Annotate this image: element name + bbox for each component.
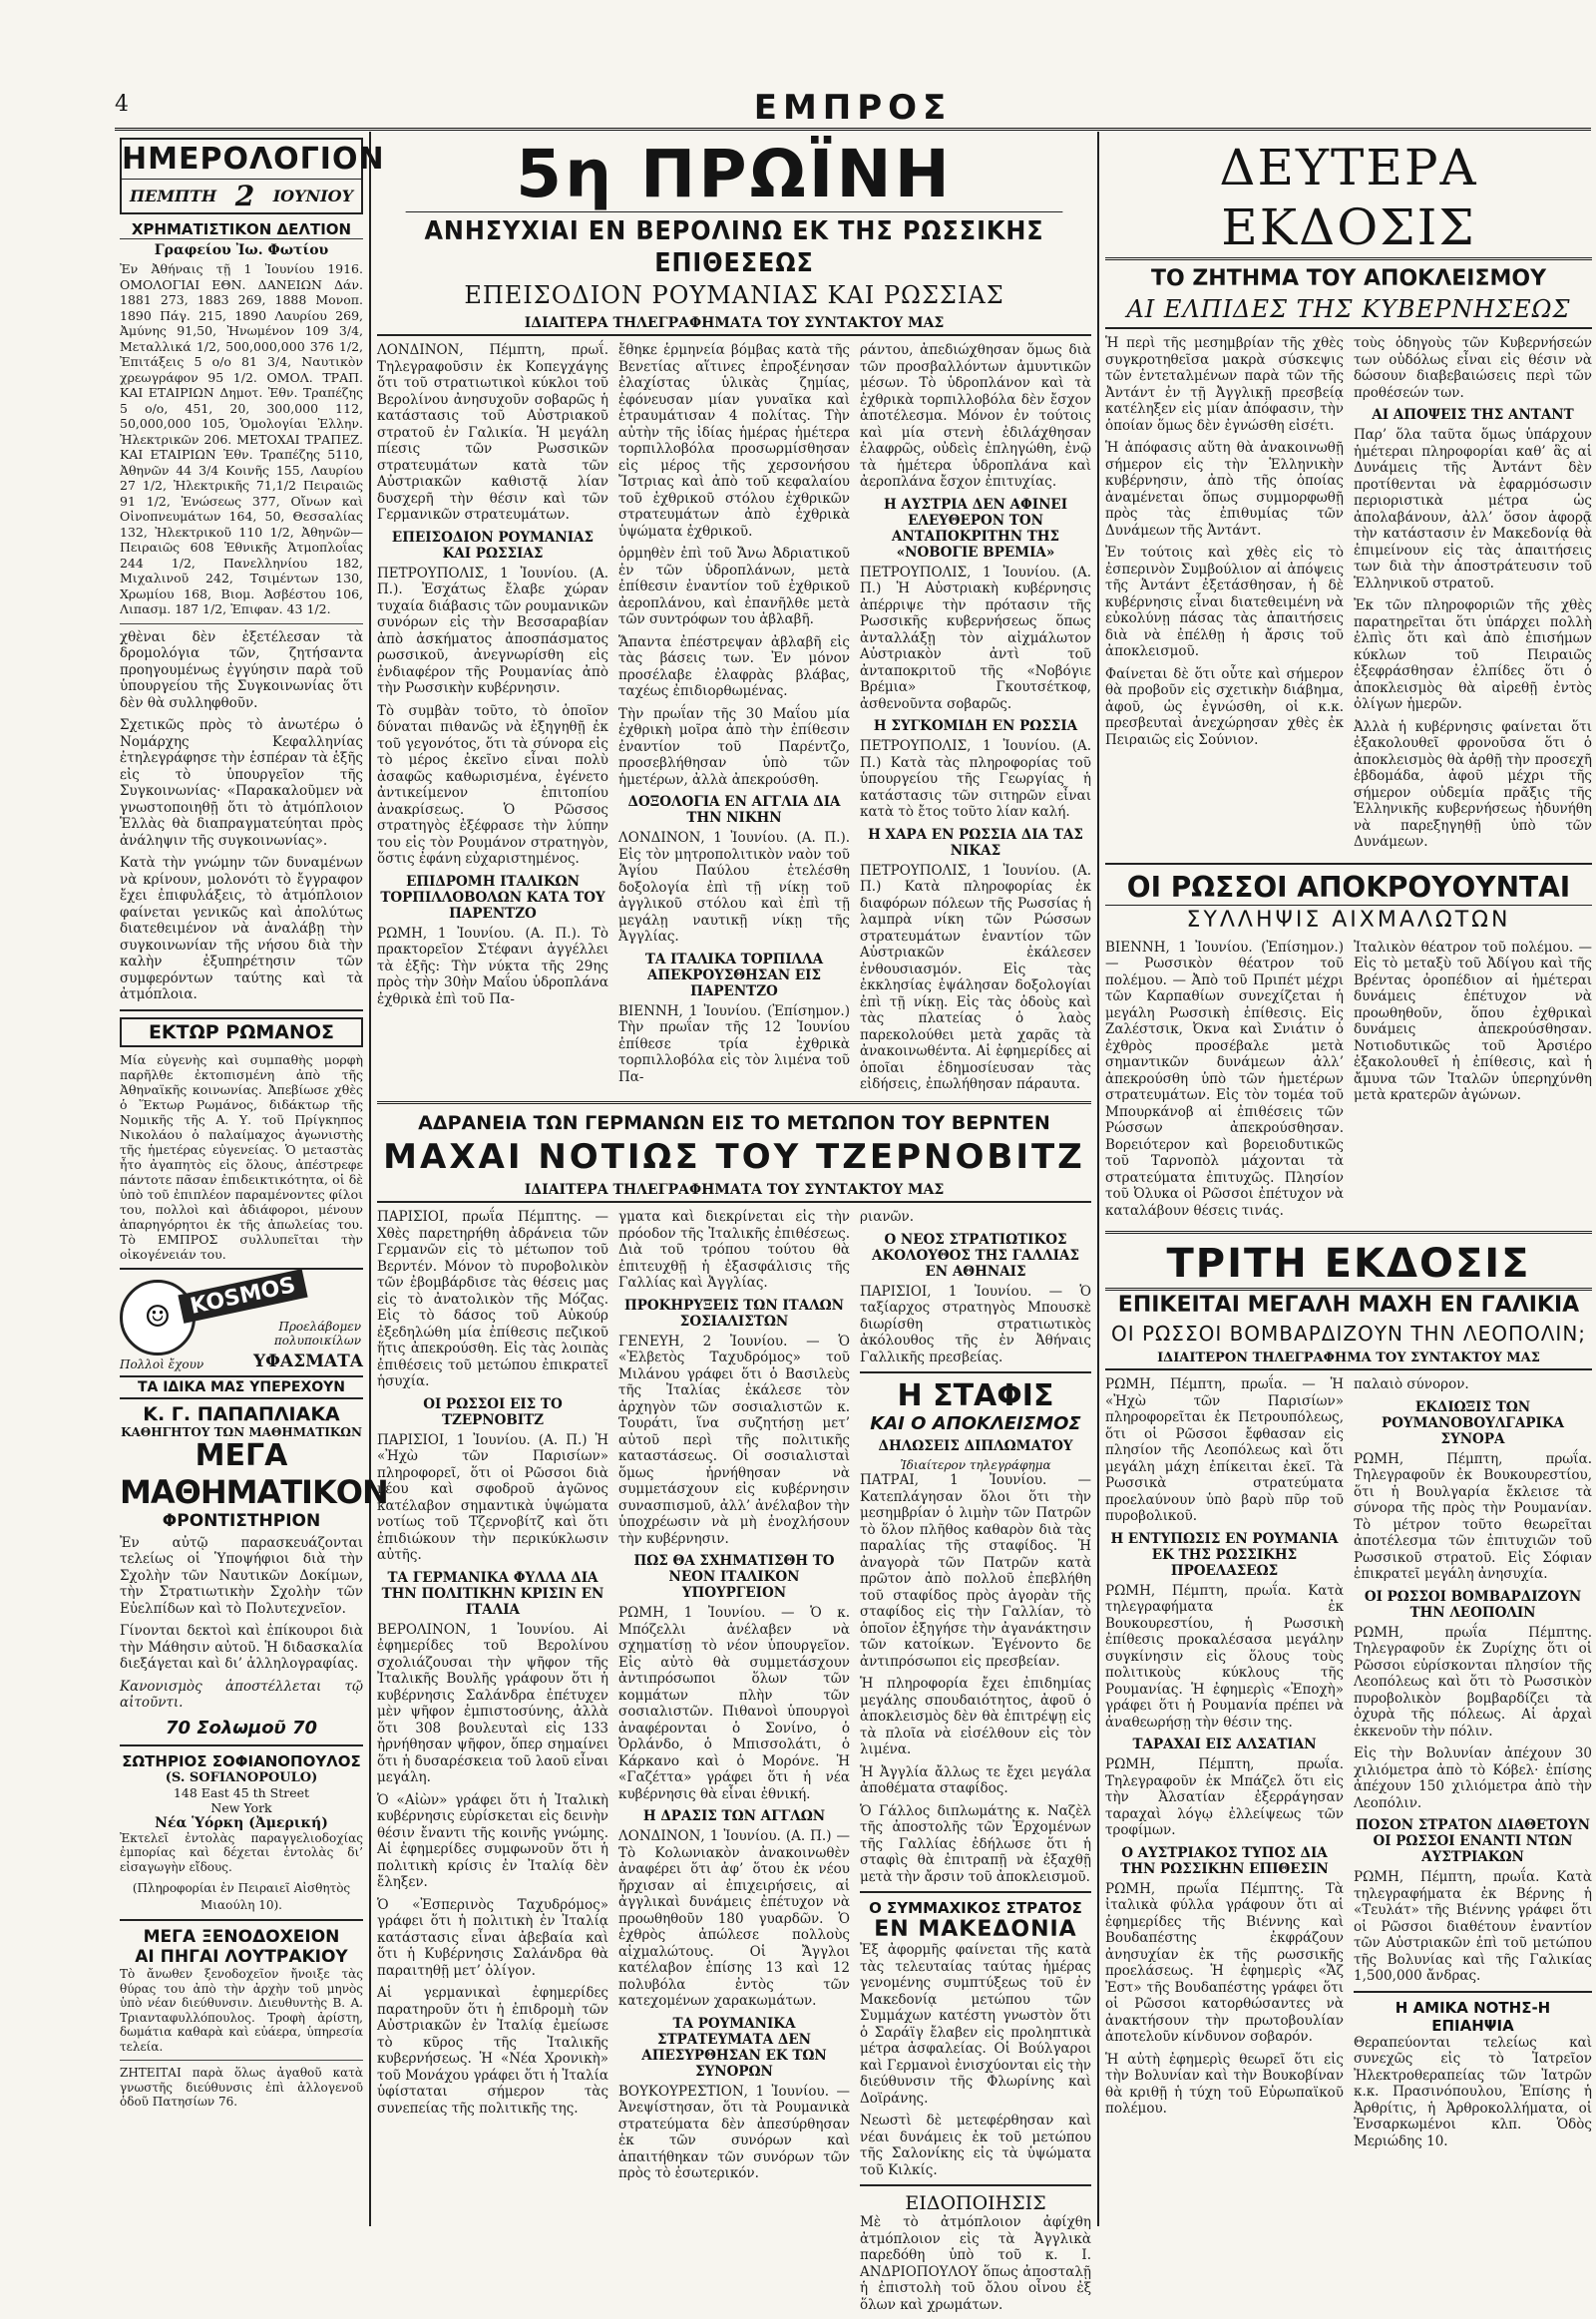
morning-p2: ἔθηκε ἑρμηνεία βόμβας κατὰ τῆς Βενετίας αἵτινες ἐπροξένησαν ἐλαχίστας ὑλικὰς ζημίας, ἐφόνευσαν μίαν γυναῖκα καὶ ἐτραυμάτισαν 4 πολίτας. Τὴν αὐτὴν τῆς ἰδίας ἡμέρας ἡμέτερα τορπιλλοβόλα προσωρμίσθησαν εἰς μέρος τῆς χερσονήσου Ἴστριας καὶ ἀπὸ τοῦ κεφαλαίου τοῦ ἐχθρικοῦ στόλου ἐχθρικῶν στρατευμάτων ἀπὸ ἐχθρικὰ ὑψώματα ἐχθρικοῦ.: [618, 342, 850, 540]
center-b5: ΒΟΥΚΟΥΡΕΣΤΙΟΝ, 1 Ἰουνίου. — Ἀνεψίστησαν, ὅτι τὰ Ρουμανικὰ στρατεύματα δὲν ἀπεσύρθησαν ἐκ τῶν συνόρων καὶ ἀπαιτήθηκαν τῶν συνόρων τῶν πρὸς τὸ ἐσωτερικόν.: [618, 2083, 850, 2181]
blockade-ant: Παρ’ ὅλα ταῦτα ὅμως ὑπάρχουν ἡμέτεραι πληροφορίαι καθ’ ἃς αἱ Δυνάμεις τῆς Ἀντάντ δὲν προτίθενται νὰ ἐφαρμόσωσιν περιοριστικὰ μέτρα ὡς ἀπολαβάνουν, ἀλλ’ ὅσον ἀφορᾷ τὴν κατάστασιν ἐν Μακεδονίᾳ θὰ ἐπιμείνουν εἰς τὰς ἀπαιτήσεις των διὰ τὴν ἀποστράτευσιν τοῦ Ἑλληνικοῦ στρατοῦ.: [1354, 427, 1592, 591]
center-sub-english: Η ΔΡΑΣΙΣ ΤΩΝ ΑΓΓΛΩΝ: [642, 1808, 826, 1824]
sub-doxologia: ΔΟΞΟΛΟΓΙΑ ΕΝ ΑΓΓΛΙΑ ΔΙΑ ΤΗΝ ΝΙΚΗΝ: [627, 794, 841, 826]
center-col-c: [860, 1209, 1091, 2319]
blockade-col-a: [1105, 335, 1344, 857]
papapliaka-ad: [120, 1402, 388, 1531]
galicia-c2-4: Εἰς τὴν Βολυνίαν ἀπέχουν 30 χιλιόμετρα ἀπὸ τὸ Κόβελ· ἐπίσης ἀπέχουν 150 χιλιόμετρα ἀπὸ τὴν Λεοπόλιν.: [1354, 1745, 1592, 1811]
sofi-address: 148 East 45 th Street: [173, 1784, 310, 1800]
galicia-col-a: [1105, 1376, 1344, 2155]
center-c2: ΠΑΡΙΣΙΟΙ, 1 Ἰουνίου. — Ὁ ταξίαρχος στρατηγὸς Μπουσκὲ διωρίσθη στρατιωτικὸς ἀκόλουθος τῆς ἐν Ἀθήναις Γαλλικῆς πρεσβείας.: [860, 1283, 1091, 1365]
morning-mid: ὁρμηθὲν ἐπὶ τοῦ Ἄνω Ἀδριατικοῦ ἐν τῶν ὑδροπλάνων, μετὰ ἐπίθεσιν ἐναντίον τοῦ ἐχθρικοῦ ἀεροπλάνου, καὶ ἐπανῆλθε μετὰ τῶν συντρόφων του ἀβλαβῆ.: [618, 546, 850, 627]
galicia-sub3: Ο ΑΥΣΤΡΙΑΚΟΣ ΤΥΠΟΣ ΔΙΑ ΤΗΝ ΡΩΣΣΙΚΗΝ ΕΠΙΘΕΣΙΝ: [1120, 1844, 1329, 1877]
center-sub-cabinet: ΠΩΣ ΘΑ ΣΧΗΜΑΤΙΣΘΗ ΤΟ ΝΕΟΝ ΙΤΑΛΙΚΟΝ ΥΠΟΥΡΓΕΙΟΝ: [633, 1553, 835, 1601]
blockade-col-b: [1354, 335, 1592, 857]
page-header: [115, 88, 1591, 131]
headline-berlin: ΑΝΗΣΥΧΙΑΙ ΕΝ ΒΕΡΟΛΙΝΩ ΕΚ ΤΗΣ ΡΩΣΣΙΚΗΣ ΕΠΙΘΕΣΕΩΣ: [406, 211, 1063, 279]
galicia-c2-3: ΡΩΜΗ, πρωΐα Πέμπτης. Τηλεγραφοῦν ἐκ Ζυρίχης ὅτι οἱ Ρῶσσοι εὑρίσκονται πλησίον τῆς Λεοπόλεως καὶ ὅτι τὸ Ρωσσικὸν πυροβολικὸν βομβαρδίζει τὰ ὀχυρὰ τῆς πόλεως. Αἱ ἀρχαὶ ἐκκενοῦν τὴν πόλιν.: [1354, 1624, 1592, 1739]
blockade-p3: Ἐν τούτοις καὶ χθὲς εἰς τὸ ἐσπερινὸν Συμβούλιον αἱ ἀπόψεις τῆς Ἀντάντ ἐξετάσθησαν, ἡ δὲ κυβέρνησις εἶναι διατεθειμένη νὰ εὐκολύνῃ πάσας τὰς ἀπαιτήσεις διὰ νὰ ἐπέλθῃ ἡ ἄρσις τοῦ ἀποκλεισμοῦ.: [1105, 545, 1344, 659]
center-c5: Ἡ Ἀγγλία ἄλλως τε ἔχει μεγάλα ἀποθέματα σταφίδος.: [860, 1763, 1091, 1796]
headline-prisoners: ΣΥΛΛΗΨΙΣ ΑΙΧΜΑΛΩΤΩΝ: [1186, 907, 1511, 933]
papa-big3: ΦΡΟΝΤΙΣΤΗΡΙΟΝ: [162, 1510, 321, 1531]
center-c7: Ἐξ ἀφορμῆς φαίνεται τῆς κατὰ τὰς τελευταίας ταύτας ἡμέρας γενομένης συμπτύξεως τοῦ ἐν Μακεδονίᾳ μετώπου τῶν Συμμάχων κατέστη γνωστὸν ὅτι ὁ Σαράϊγ ἔλαβεν εἰς προληπτικὰ μέτρα ἀσφαλείας. Οἱ Βούλγαροι καὶ Γερμανοὶ ἐνισχύονται εἰς τὴν διεύθυνσιν τῆς Φλωρίνης καὶ Δοϊράνης.: [860, 1942, 1091, 2107]
left-column: [120, 138, 388, 2232]
center-c6: Ὁ Γάλλος διπλωμάτης κ. Ναζὲλ τῆς ἀποστολῆς τῶν Ἐρχομένων τῆς Γαλλίας ἐδήλωσε ὅτι ἡ σταφὶς θὰ ἐπιτραπῇ νὰ ἐξαχθῇ μετὰ τὴν ἄρσιν τοῦ ἀποκλεισμοῦ.: [860, 1802, 1091, 1885]
kosmos-logo: KOSMOS: [178, 1269, 307, 1324]
page-number: 4: [115, 92, 129, 117]
galicia-c2-sub4: Η ΑΜΙΚΑ ΝΟΤΗΣ-Η ΕΠΙΑΗΨΙΑ: [1395, 1998, 1551, 2035]
center-c3: ΠΑΤΡΑΙ, 1 Ἰουνίου. — Κατεπλάγησαν ὅλοι ὅτι τὴν μεσημβρίαν ὁ λιμὴν τῶν Πατρῶν τὸ ὅλον πλῆθος καθαρὸν διὰ τὰς παραλίας τῆς σταφίδος. Ἡ ἀναγορὰ τῶν Πατρῶν κατὰ πρῶτον ἀπὸ πολλοῦ ἐπεβλήθη τοῦ σταφίδος πρὸς ἀγορὰν τῆς σταφίδος εἰς τὴν Γαλλίαν, τὸ ὁποῖον ἐξηγήσε τὴν ἀγανάκτησιν τῶν κατοίκων. Ἐγένοντο δε ἀντιπρόσωποι εἰς πρεσβείαν.: [860, 1472, 1091, 1670]
papa-big1: ΜΕΓΑ: [195, 1437, 288, 1473]
kosmos-ours: ΤΑ ΙΔΙΚΑ ΜΑΣ ΥΠΕΡΕΧΟΥΝ: [120, 1375, 363, 1399]
blockade-p7: τοὺς ὁδηγοὺς τῶν Κυβερνήσεών των οὐδόλως εἶναι εἰς θέσιν νὰ δώσουν διαβεβαιώσεις περὶ τῶν προθέσεών των.: [1354, 335, 1592, 401]
morning-joy: ΠΕΤΡΟΥΠΟΛΙΣ, 1 Ἰουνίου. (Α. Π.) Κατὰ πληροφορίας ἐκ διαφόρων πόλεων τῆς Ρωσσίας ἡ λαμπρὰ νίκη τῶν Ρώσσων στρατευμάτων ἐναντίον τῶν Αὐστριακῶν ἐκάλεσεν ἐνθουσιασμόν. Εἰς τὰς ἐκκλησίας ἐψάλησαν δοξολογίαι ἐπὶ τῇ νίκῃ. Εἰς τὰς ὁδοὺς καὶ τὰς πλατείας ὁ λαὸς παρεκολούθει μετὰ χαρᾶς τὰ ἀνακοινωθέντα. Αἱ ἐφημερίδες αἱ ὁποῖαι ἐδημοσίευσαν τὰς εἰδήσεις, ἐπωλήθησαν πάραυτα.: [860, 862, 1091, 1092]
obituary-title: ΕΚΤΩΡ ΡΩΜΑΝΟΣ: [120, 1017, 363, 1047]
galicia-g4: ΡΩΜΗ, πρωΐα Πέμπτης. Τὰ ἰταλικὰ φύλλα γράφουν ὅτι αἱ ἐφημερίδες τῆς Βιέννης καὶ Βουδαπέστης ἐκφράζουν ἀνησυχίαν ἐκ τῆς ρωσσικῆς προελάσεως. Ἡ ἐφημερὶς «Ἄζ Ἐστ» τῆς Βουδαπέστης γράφει ὅτι οἱ Ρῶσσοι κατορθώσαντες νὰ ἀνακτήσουν τὴν πρωτοβουλίαν ἀποτελοῦν κίνδυνον σοβαρόν.: [1105, 1880, 1344, 2045]
market-text: Ἐν Ἀθήναις τῇ 1 Ἰουνίου 1916. ΟΜΟΛΟΓΙΑΙ ΕΘΝ. ΔΑΝΕΙΩΝ Δάν. 1881 273, 1883 269, 1888 Μονοπ. 1890 Πάγ. 215, 1890 Λαυρίου 269, Ἀμύνης 91,50, Ἠνωμένον 109 3/4, Μεταλλικά 1/2, 500,000,000 376 1/2, Ἐπιτάξεις 5 ο/ο 81 3/4, Ναυτικὸν χρεωγράφον 95 1/2. ΟΜΟΛ. ΤΡΑΠ. ΚΑΙ ΕΤΑΙΡΙΩΝ Δημοτ. Ἐθν. Τραπέζης 5 ο/ο, 451, 20, 300,000 112, 50,000,000 105, Ὁμολογίαι Ἑλλην. Ἠλεκτρικῶν 206. ΜΕΤΟΧΑΙ ΤΡΑΠΕΖ. ΚΑΙ ΕΤΑΙΡΙΩΝ Ἐθν. Τραπέζης 5110, Ἀθηνῶν 44 3/4 Κοινῆς 155, Λαυρίου 27 1/2, Ἠλεκτρικῆς 71,1/2 Πειραιῶς 91 1/2, Ἑνώσεως 377, Οἴνων καὶ Οἰνοπνευμάτων 164, 50, Θεσσαλίας 132, Ἠλεκτρικοῦ 110 1/2, Ἀθηνῶν—Πειραιῶς 608 Ἑθνικῆς Ἀτμοπλοΐας 244 1/2, Πανελληνίου 182, Μιχαλινοῦ 242, Τσιμέντων 130, Χρωμίου 168, Βιομ. Ἀσβέστου 106, Λιπασμ. 187 1/2, Ἐπιφαν. 43 1/2.: [120, 261, 363, 616]
papa-name: Κ. Γ. ΠΑΠΑΠΛΙΑΚΑ: [143, 1402, 340, 1425]
center-col-a: [377, 1209, 608, 2319]
galicia-c2-1: παλαιὸ σύνορον.: [1354, 1376, 1469, 1392]
center-a2: ΠΑΡΙΣΙΟΙ, 1 Ἰουνίου. (Α. Π.) Ἡ «Ἠχὼ τῶν Παρισίων» πληροφορεῖ, ὅτι οἱ Ρῶσσοι διὰ νέου καὶ σφοδροῦ ἀγῶνος κατέλαβον σημαντικὰ ὑψώματα νοτίως τοῦ Τζερνοβίτζ καὶ ὅτι ἐπιδιώκουν τὴν περικύκλωσιν αὐτῆς.: [377, 1431, 608, 1563]
blockade-p5: Ἐκ τῶν πληροφοριῶν τῆς χθὲς παρατηρεῖται ὅτι ὑπάρχει πολλὴ ἐλπὶς ὅτι καὶ ἀπὸ ἐπισήμων κύκλων τοῦ Πειραιῶς ἐξεφράσθησαν ἐλπίδες ὅτι ὁ ἀποκλεισμὸς θὰ αἰρεθῇ ἐντὸς ὀλίγων ἡμερῶν.: [1354, 597, 1592, 712]
papa-big2: ΜΑΘΗΜΑΤΙΚΟΝ: [120, 1472, 388, 1511]
blockade-p2: Ἡ ἀπόφασις αὕτη θὰ ἀνακοινωθῇ σήμερον εἰς τὴν Ἑλληνικὴν κυβέρνησιν, ἀπὸ τῆς ὁποίας ἀναμένεται ὅπως συμμορφωθῇ πρὸς τὰς ἐπιθυμίας τῶν Δυνάμεων τῆς Ἀντάντ.: [1105, 440, 1344, 539]
kosmos-fabrics: ΥΦΑΣΜΑΤΑ: [252, 1351, 363, 1371]
calendar-daynum: 2: [234, 180, 255, 212]
wanted-ad: ΖΗΤΕΙΤΑΙ παρὰ ὅλως ἀγαθοῦ κατὰ γνωστῆς διεύθυνσις ἐπὶ ἀλλογενοῦ ὁδοῦ Πατησίων 76.: [120, 2066, 363, 2109]
column-rule: [1097, 132, 1099, 2226]
sub-austria: Η ΑΥΣΤΡΙΑ ΔΕΝ ΑΦΙΝΕΙ ΕΛΕΥΘΕΡΟΝ ΤΟΝ ΑΝΤΑΠΟΚΡΙΤΗΝ ΤΗΣ «ΝΟΒΟΓΙΕ ΒΡΕΜΙΑ»: [883, 496, 1068, 561]
headline-center-dispatches: ΙΔΙΑΙΤΕΡΑ ΤΗΛΕΓΡΑΦΗΜΑΤΑ ΤΟΥ ΣΥΝΤΑΚΤΟΥ ΜΑΣ: [377, 1182, 1091, 1203]
kosmos-small: Πολλοὶ ἔχουν: [120, 1356, 204, 1371]
sub-joy: Η ΧΑΡΑ ΕΝ ΡΩΣΣΙΑ ΔΙΑ ΤΑΣ ΝΙΚΑΣ: [868, 826, 1083, 859]
morning-rum: ΠΕΤΡΟΥΠΟΛΙΣ, 1 Ἰουνίου. (Α. Π.). Ἐσχάτως ἔλαβε χώραν τυχαία διάβασις τῶν ρουμανικῶν συνόρων εἰς τὴν Βεσσαραβίαν ἀπὸ ἀσκήματος ἀποσπάσματος ρωσσικοῦ, ἀνεγνωρίσθη εἰς ἐνδιαφέρον τῆς Ρουμανίας ἀπὸ τὴν Ρωσσικὴν κυβέρνησιν.: [377, 565, 608, 696]
blockade-p6: Ἀλλὰ ἡ κυβέρνησις φαίνεται ὅτι ἐξακολουθεῖ φρονοῦσα ὅτι ὁ ἀποκλεισμὸς θὰ ἀρθῇ τὴν προσεχῆ ἑβδομάδα, ἀφοῦ μέχρι τῆς σήμερον οὐδεμία πρᾶξις τῆς Ἑλληνικῆς κυβερνήσεως ἠδυνήθη νὰ παρεξηγηθῇ ὑπὸ τῶν Δυνάμεων.: [1354, 718, 1592, 850]
morning-torp: ΒΙΕΝΝΗ, 1 Ἰουνίου. (Ἐπίσημον.) Τὴν πρωΐαν τῆς 12 Ἰουνίου ἐπίθεσε τρία ἐχθρικὰ τορπιλλοβόλα εἰς τὸν λιμένα τοῦ Πα-: [618, 1002, 850, 1085]
calendar-day: ΠΕΜΠΤΗ: [130, 187, 217, 205]
morning-col-a: [377, 342, 608, 1099]
headline-czernowitz: ΜΑΧΑΙ ΝΟΤΙΩΣ ΤΟΥ ΤΖΕΡΝΟΒΙΤΖ: [383, 1137, 1085, 1177]
papa-sub: ΚΑΘΗΓΗΤΟΥ ΤΩΝ ΜΑΘΗΜΑΤΙΚΩΝ: [121, 1424, 362, 1439]
russian-p1: ΒΙΕΝΝΗ, 1 Ἰουνίου. (Ἐπίσημον.) — Ρωσσικὸν θέατρον τοῦ πολέμου. — Ἀπὸ τοῦ Πριπέτ μέχρι τῶν Καρπαθίων συνεχίζεται ἡ μεγάλη Ρωσσικὴ ἐπίθεσις. Εἰς Ζαλέστσικ, Ὀκνα καὶ Σνιάτιν ὁ ἐχθρὸς προσέβαλε μετὰ σημαντικῶν δυνάμεων ἀλλ’ ἀπεκρούσθη ὑπὸ τῶν ἡμετέρων στρατευμάτων. Εἰς τὸν τομέα τοῦ Μπουρκάνοβ αἱ ἐπιθέσεις τῶν Ρώσσων ἀπεκρούσθησαν. Βορειότερον καὶ βορειοδυτικῶς τοῦ Ταρνοπὸλ μάχονται τὰ στρατεύματα ἐπιτυχῶς. Πλησίον τοῦ Ὀλυκα οἱ Ρῶσσοι ἐπέτυχον νὰ καταλάβουν θέσεις τινάς.: [1105, 939, 1344, 1219]
headline-hopes: ΑΙ ΕΛΠΙΔΕΣ ΤΗΣ ΚΥΒΕΡΝΗΣΕΩΣ: [1105, 294, 1592, 329]
center-b2: ΓΕΝΕΥΗ, 2 Ἰουνίου. — Ὁ «Ἐλβετὸς Ταχυδρόμος» τοῦ Μιλάνου γράφει ὅτι ὁ Βασιλεὺς τῆς Ἰταλίας ἐκάλεσε τὸν ἀρχηγὸν τῶν σοσιαλιστῶν κ. Τουράτι, ἵνα συζητήσῃ μετ’ αὐτοῦ περὶ τῆς πολιτικῆς καταστάσεως. Οἱ σοσιαλισταὶ ὅμως ἠρνήθησαν νὰ συμμετάσχουν εἰς κυβέρνησιν συνασπισμοῦ, ἀλλ’ ἀνέλαβον τὴν ὑποχρέωσιν νὰ μὴ ἐνοχλήσουν τὴν κυβέρνησιν.: [618, 1333, 850, 1547]
morning-it: ΡΩΜΗ, 1 Ἰουνίου. (Α. Π.). Τὸ πρακτορεῖον Στέφανι ἀγγέλλει τὰ ἑξῆς: Τὴν νύκτα τῆς 29ης πρὸς τὴν 30ὴν Μαΐου ὑδροπλάνα ἐχθρικὰ ἐπὶ τοῦ Πα-: [377, 925, 608, 1007]
sofi-city: New York: [210, 1799, 272, 1815]
headline-galicia: ΕΠΙΚΕΙΤΑΙ ΜΕΓΑΛΗ ΜΑΧΗ ΕΝ ΓΑΛΙΚΙΑ: [1117, 1293, 1580, 1318]
galicia-c2-6: Θεραπεύονται τελείως καὶ συνεχῶς εἰς τὸ Ἰατρεῖον Ἠλεκτροθεραπείας τῶν Ἰατρῶν κ.κ. Πρασινόπουλου, Ἐπίσης ἡ Ἀρθρίτις, ἡ Ἀρθροκολλήματα, οἱ Ἐνσαρκωμένοι κλπ. Ὁδὸς Μεριώδης 10.: [1354, 2034, 1592, 2149]
obituary-text: Μία εὐγενὴς καὶ συμπαθὴς μορφὴ παρῆλθε ἐκτοπισμένη ἀπὸ τῆς Ἀθηναϊκῆς κοινωνίας. Ἀπεβίωσε χθὲς ὁ Ἕκτωρ Ρωμάνος, διδάκτωρ τῆς Νομικῆς τῆς Α. Υ. τοῦ Πρίγκηπος Νικολάου ὁ παλαίμαχος ἀγωνιστὴς τῆς ἡμετέρας εὐγενείας. Ὁ μεταστὰς ἦτο ἀγαπητὸς εἰς ὅλους, ἀπέστρεφε πάντοτε πᾶσαν ἐπιδεικτικότητα, οἱ δὲ ὑπὸ τοῦ ἐπιπλέον παραμένοντες φίλοι του, πολλοὶ καὶ ἀδιάφοροι, μένουν ἀπαρηγόρητοι ἐκ τῆς ἀπωλείας του. Τὸ ΕΜΠΡΟΣ συλλυπεῖται τὴν οἰκογένειάν του.: [120, 1051, 363, 1262]
market-sub: Γραφείου Ἰω. Φωτίου: [154, 242, 329, 258]
morning-mid3: Τὴν πρωΐαν τῆς 30 Μαΐου μία ἐχθρικὴ μοῖρα ἀπὸ τὴν ἐπίθεσιν ἐναντίον τοῦ Παρέντζο, προσεβλήθησαν ὑπὸ τῶν ἡμετέρων, ἀλλὰ ἀπεκρούσθη.: [618, 705, 850, 788]
symm-sub: ΕΝ ΜΑΚΕΔΟΝΙΑ: [874, 1917, 1077, 1942]
market-title: ΧΡΗΜΑΤΙΣΤΙΚΟΝ ΔΕΛΤΙΟΝ: [120, 220, 363, 239]
center-a6: Αἱ γερμανικαὶ ἐφημερίδες παρατηροῦν ὅτι ἡ ἐπιδρομὴ τῶν Αὐστριακῶν ἐν Ἰταλίᾳ ἐμείωσε τὸ κῦρος τῆς Ἰταλικῆς κυβερνήσεως. Ἡ «Νέα Χρονικὴ» τοῦ Μονάχου γράφει ὅτι ἡ Ἰταλία ὑφίσταται σήμερον τὰς συνεπείας τῆς πολιτικῆς της.: [377, 1985, 608, 2117]
kosmos-face-icon: ☺: [120, 1280, 196, 1355]
center-c9: Μὲ τὸ ἀτμόπλοιον ἀφίχθη ἀτμόπλοιον εἰς τὰ Ἀγγλικὰ παρεδόθη ὑπὸ τοῦ κ. Ι. ΑΝΔΡΙΟΠΟΥΛΟΥ ὅπως ἀποσταλῇ ἡ ἐπιστολὴ τοῦ ὄλου οἶνου ἐξ ὅλων καὶ χρωμάτων.: [860, 2214, 1091, 2313]
morning-austria: ΠΕΤΡΟΥΠΟΛΙΣ, 1 Ἰουνίου. (Α. Π.) Ἡ Αὐστριακὴ κυβέρνησις ἀπέρριψε τὴν πρότασιν τῆς Ρωσσικῆς κυβερνήσεως ὅπως ἀνταλλάξῃ τὸν αἰχμάλωτον Αὐστριακὸν ἀντὶ τοῦ ἀνταποκριτοῦ τῆς «Νοβόγιε Βρέμια» Γκουτσέτκοφ, ἀσθενοῦντα σοβαρῶς.: [860, 564, 1091, 712]
market-note: χθὲναι δὲν ἐξετέλεσαν τὰ δρομολόγια τῶν, ζητήσαντα προηγουμένως ἐγγύησιν παρὰ τοῦ ὑπουργείου τῆς Συγκοινωνίας ὅτι δὲν θὰ συλληφθοῦν.: [120, 628, 363, 711]
stafis-sub3: Ἰδιαίτερον τηλεγράφημα: [900, 1458, 1051, 1472]
stafis-sub: ΚΑΙ Ο ΑΠΟΚΛΕΙΣΜΟΣ: [870, 1413, 1081, 1434]
galicia-g2: ΡΩΜΗ, Πέμπτη, πρωΐα. Κατὰ τηλεγραφήματα ἐκ Βουκουρεστίου, ἡ Ρωσσικὴ ἐπίθεσις προκαλέσασα μεγάλην συγκίνησιν εἰς ὅλους τοὺς πολιτικοὺς κύκλους τῆς Ρουμανίας. Ἡ ἐφημερὶς «Ἐποχὴ» γράφει ὅτι ἡ Ρουμανία πρέπει νὰ ἀναθεωρήσῃ τὴν θέσιν της.: [1105, 1582, 1344, 1731]
sofi-text: Ἐκτελεῖ ἐντολὰς παραγγελιοδοχίας ἐμπορίας καὶ δέχεται ἐντολὰς δι’ εἰσαγωγὴν εἴδους.: [120, 1830, 363, 1874]
banner-third-edition: ΤΡΙΤΗ ΕΚΔΟΣΙΣ: [1105, 1240, 1592, 1291]
galicia-columns: [1105, 1376, 1592, 2155]
center-a3: ΒΕΡΟΛΙΝΟΝ, 1 Ἰουνίου. Αἱ ἐφημερίδες τοῦ Βερολίνου σχολιάζουσαι τὴν ψῆφον τῆς Ἰταλικῆς Βουλῆς γράφουν ὅτι ἡ κυβέρνησις Σαλάνδρα ἐπέτυχεν μὲν ψῆφον ἐμπιστοσύνης, ἀλλὰ ὅτι 308 βουλευταὶ εἰς 133 ἠρνήθησαν ψῆφον, ὅπερ σημαίνει ὅτι ἡ δυσαρέσκεια τοῦ λαοῦ εἶναι μεγάλη.: [377, 1621, 608, 1785]
hotel-title2: ΑΙ ΠΗΓΑΙ ΛΟΥΤΡΑΚΙΟΥ: [135, 1947, 348, 1967]
center-a4: Ὁ «Αἰὼν» γράφει ὅτι ἡ Ἰταλικὴ κυβέρνησις εὑρίσκεται εἰς δεινὴν θέσιν ἔναντι τῆς κοινῆς γνώμης. Αἱ ἐφημερίδες συμφωνοῦν ὅτι ἡ πολιτικὴ κρίσις ἐν Ἰταλίᾳ δὲν ἔληξεν.: [377, 1791, 608, 1890]
center-a1: ΠΑΡΙΣΙΟΙ, πρωΐα Πέμπτης. — Χθὲς παρετηρήθη ἀδράνεια τῶν Γερμανῶν εἰς τὸ μέτωπον τοῦ Βερντέν. Μόνον τὸ πυροβολικὸν τῶν ἐβομβάρδισε τὰς θέσεις μας εἰς τὸ ἀνατολικὸν τῆς Μόζας. Εἰς τὸ δάσος τοῦ Αὐκούρ ἐξεδηλώθη μία ἐπίθεσις πεζικοῦ ἥτις ἀπεκρούσθη. Εἰς τὰς λοιπὰς ἐπιθέσεις τοῦ μετώπου ἐπικρατεῖ ἡσυχία.: [377, 1209, 608, 1389]
galicia-g3: ΡΩΜΗ, Πέμπτη, πρωΐα. Τηλεγραφοῦν ἐκ Μπάζελ ὅτι εἰς τὴν Ἀλσατίαν ἐξερράγησαν ταραχαὶ λόγῳ ἐλλείψεως τῶν τροφίμων.: [1105, 1756, 1344, 1838]
papa-text3: Κανονισμὸς ἀποστέλλεται τῷ αἰτοῦντι.: [120, 1678, 363, 1711]
galicia-sub1: Η ΕΝΤΥΠΩΣΙΣ ΕΝ ΡΟΥΜΑΝΙΑ ΕΚ ΤΗΣ ΡΩΣΣΙΚΗΣ ΠΡΟΕΛΑΣΕΩΣ: [1110, 1530, 1339, 1579]
headline-verdun: ΑΔΡΑΝΕΙΑ ΤΩΝ ΓΕΡΜΑΝΩΝ ΕΙΣ ΤΟ ΜΕΤΩΠΟΝ ΤΟΥ ΒΕΡΝΤΕΝ: [418, 1112, 1050, 1134]
kosmos-ad: [120, 1272, 363, 1371]
notice-title: ΕΙΔΟΠΟΙΗΣΙΣ: [905, 2192, 1046, 2214]
morning-doxo: ΛΟΝΔΙΝΟΝ, 1 Ἰουνίου. (Α. Π.). Εἰς τὸν μητροπολιτικὸν ναὸν τοῦ Ἁγίου Παύλου ἐτελέσθη δοξολογία ἐπὶ τῇ νίκῃ τοῦ ἀγγλικοῦ στόλου καὶ ἐπὶ τῇ μεγάλῃ ναυτικῇ νίκῃ τῆς Ἀγγλίας.: [618, 830, 850, 945]
calendar-date: [120, 179, 363, 214]
morning-col-b: [618, 342, 850, 1099]
center-c8: Νεωστὶ δὲ μετεφέρθησαν καὶ νέαι δυνάμεις ἐκ τοῦ μετώπου τῆς Σαλονίκης εἰς τὰ ὑψώματα τοῦ Κιλκίς.: [860, 2113, 1091, 2178]
sub-harvest: Η ΣΥΓΚΟΜΙΔΗ ΕΝ ΡΩΣΣΙΑ: [873, 718, 1078, 734]
morning-edition: [377, 138, 1091, 1095]
sofi-latin: (S. SOFIANOPOULO): [165, 1769, 318, 1785]
center-a5: Ὁ «Ἐσπερινὸς Ταχυδρόμος» γράφει ὅτι ἡ πολιτικὴ ἐν Ἰταλίᾳ κατάστασις εἶναι ἀβεβαία καὶ ὅτι ἡ Κυβέρνησις Σαλάνδρα θὰ παραιτηθῇ μετ’ ὀλίγον.: [377, 1896, 608, 1979]
sub-italian: ΕΠΙΔΡΟΜΗ ΙΤΑΛΙΚΩΝ ΤΟΡΠΙΛΛΟΒΟΛΩΝ ΚΑΤΑ ΤΟΥ ΠΑΡΕΝΤΖΟ: [380, 873, 605, 922]
center-col-b: [618, 1209, 850, 2319]
masthead: ΕΜΠΡΟΣ: [753, 88, 953, 128]
headline-blockade: ΤΟ ΖΗΤΗΜΑ ΤΟΥ ΑΠΟΚΛΕΙΣΜΟΥ: [1150, 266, 1546, 291]
galicia-c2-sub2: ΟΙ ΡΩΣΣΟΙ ΒΟΜΒΑΡΔΙΖΟΥΝ ΤΗΝ ΛΕΟΠΟΛΙΝ: [1364, 1588, 1582, 1621]
kosmos-note: Προελάβομεν πολυποικίλων: [273, 1319, 361, 1348]
morning-p3: ράντου, ἀπεδιώχθησαν ὅμως διὰ τῶν προσβαλλόντων ἀμυντικῶν μέσων. Τὸ ὑδροπλάνον καὶ τὰ ἐχθρικὰ τορπιλλοβόλα δὲν ἔσχον ἀποτέλεσμα. Μόνον ἐν τούτοις καὶ μία στενὴ ἐδιλάχθησαν ἐλαφρῶς, οὐδεὶς ἐπληγώθη, ἐνῷ τὰ ἡμέτερα ὑδροπλάνα καὶ ἀεροπλάνα ἔσχον ἐπιτυχίας.: [860, 342, 1091, 490]
hotel-text: Τὸ ἄνωθεν ξενοδοχεῖον ἤνοιξε τὰς θύρας του ἀπὸ τὴν ἀρχὴν τοῦ μηνὸς ὑπὸ νέαν διεύθυνσιν. Διευθυντὴς Β. Α. Τριανταφυλλόπουλος. Τροφὴ ἀρίστη, δωμάτια καθαρὰ καὶ εὐάερα, ὑπηρεσία τελεία.: [120, 1967, 363, 2054]
sub-romania: ΕΠΕΙΣΟΔΙΟΝ ΡΟΥΜΑΝΙΑΣ ΚΑΙ ΡΩΣΣΙΑΣ: [391, 529, 595, 562]
sofi-name: ΣΩΤΗΡΙΟΣ ΣΟΦΙΑΝΟΠΟΥΛΟΣ: [122, 1751, 361, 1770]
sofi-city-gr: Νέα Ὑόρκη (Ἀμερική): [155, 1814, 328, 1831]
sub-torpedo: ΤΑ ΙΤΑΛΙΚΑ ΤΟΡΠΙΛΛΑ ΑΠΕΚΡΟΥΣΘΗΣΑΝ ΕΙΣ ΠΑΡΕΝΤΖΟ: [644, 951, 824, 999]
market-note2: Σχετικῶς πρὸς τὸ ἀνωτέρω ὁ Νομάρχης Κεφαλληνίας ἐτηλεγράφησε τὴν ἑσπέραν τὰ ἑξῆς εἰς τὸ ὑπουργεῖον τῆς Συγκοινωνίας· «Παρακαλοῦμεν νὰ γνωστοποιηθῇ ὅτι τὸ ἀτμόπλοιον Ἑλλὰς θὰ διαπραγματεύηται πρὸς ἀνάληψιν τῆς συγκοινωνίας».: [120, 717, 363, 849]
center-b1: γματα καὶ διεκρίνεται εἰς τὴν πρόοδον τῆς Ἰταλικῆς ἐπιθέσεως. Διὰ τοῦ τρόπου τούτου θὰ ἐπιτευχθῇ ἡ ἐξασφάλισις τῆς Γαλλίας καὶ Ἀγγλίας.: [618, 1209, 850, 1291]
blockade-columns: [1105, 335, 1592, 857]
center-c1: ριανῶν.: [860, 1209, 915, 1225]
market-note3: Κατὰ τὴν γνώμην τῶν δυναμένων νὰ κρίνουν, μολονότι τὸ ἔγγραφον ἔχει ἐπιφυλάξεις, τὸ ἀτμόπλοιον φαίνεται γενικῶς καὶ ἀπολύτως διατεθειμένον νὰ ἀναλάβῃ τὴν συγκοινωνίαν τῆς νήσου διὰ τὴν καλὴν ἐξυπηρέτησιν τῶν συμφερόντων ταύτης καὶ τὰ ἀτμόπλοια.: [120, 855, 363, 1002]
column-rule: [369, 132, 371, 2226]
stafis-sub2: ΔΗΛΩΣΕΙΣ ΔΙΠΛΩΜΑΤΟΥ: [878, 1438, 1073, 1454]
galicia-c2-5: ΡΩΜΗ, Πέμπτη, πρωΐα. Κατὰ τηλεγραφήματα ἐκ Βέρνης ἡ «Τευλάτ» τῆς Βιέννης γράφει ὅτι οἱ Ρῶσσοι διαθέτουν ἐναντίον τῶν Αὐστριακῶν ἐπὶ τοῦ μετώπου τῆς Βολυνίας καὶ τῆς Γαλικίας 1,500,000 ἄνδρας.: [1354, 1869, 1592, 1984]
papa-address: 70 Σολωμοῦ 70: [165, 1717, 318, 1739]
galicia-g5: Ἡ αὐτὴ ἐφημερὶς θεωρεῖ ὅτι εἰς τὴν Βολυνίαν καὶ τὴν Βουκοβίναν θὰ κριθῇ ἡ τύχη τοῦ Εὐρωπαϊκοῦ πολέμου.: [1105, 2051, 1344, 2117]
center-c4: Ἡ πληροφορία ἔχει ἐπιδημίας μεγάλης σπουδαιότητος, ἀφοῦ ὁ ἀποκλεισμὸς δὲν θὰ ἐπιτρέψῃ εἰς τὰ πλοῖα νὰ εἰσέλθουν εἰς τὸν λιμένα.: [860, 1676, 1091, 1757]
calendar-month: ΙΟΥΝΙΟΥ: [272, 187, 353, 205]
center-columns: [377, 1209, 1091, 2319]
center-sub-czernowitz: ΟΙ ΡΩΣΣΟΙ ΕΙΣ ΤΟ ΤΖΕΡΝΟΒΙΤΖ: [423, 1395, 563, 1428]
headline-lemberg: ΟΙ ΡΩΣΣΟΙ ΒΟΜΒΑΡΔΙΖΟΥΝ ΤΗΝ ΛΕΟΠΟΛΙΝ;: [1110, 1322, 1587, 1346]
morning-rum2: Τὸ συμβὰν τοῦτο, τὸ ὁποῖον δύναται πιθανῶς νὰ ἐξηγηθῇ ἐκ τοῦ γεγονότος, ὅτι τὰ σύνορα εἰς τὸ μέρος ἐκεῖνο εἶναι πολὺ ἀσαφῶς καθωρισμένα, ἐγένετο ἀντικείμενον ἐπιτοπίου ἀνακρίσεως. Ὁ Ρῶσσος στρατηγὸς ἐξέφρασε τὴν λύπην του εἰς τὸν Ρουμάνον στρατηγὸν, ὅστις ἐφάνη εὐχαριστημένος.: [377, 702, 608, 867]
morning-mid2: Ἅπαντα ἐπέστρεψαν ἀβλαβῆ εἰς τὰς βάσεις των. Ἐν μόνον προσέλαβε ἐλαφρὰς βλάβας, ταχέως ἐπιδιορθωμένας.: [618, 633, 850, 699]
headline-romania: ΕΠΕΙΣΟΔΙΟΝ ΡΟΥΜΑΝΙΑΣ ΚΑΙ ΡΩΣΣΙΑΣ: [464, 281, 1004, 309]
center-lower: [377, 1095, 1091, 2313]
galicia-c2-sub1: ΕΚΔΙΩΞΙΣ ΤΩΝ ΡΟΥΜΑΝΟΒΟΥΛΓΑΡΙΚΑ ΣΥΝΟΡΑ: [1381, 1398, 1565, 1447]
galicia-c2-sub3: ΠΟΣΟΝ ΣΤΡΑΤΟΝ ΔΙΑΘΕΤΟΥΝ ΟΙ ΡΩΣΣΟΙ ΕΝΑΝΤΙ ΝΤΩΝ ΑΥΣΤΡΙΑΚΩΝ: [1355, 1817, 1590, 1865]
morning-columns: [377, 342, 1091, 1099]
galicia-col-b: [1354, 1376, 1592, 2155]
stafis-title: Η ΣΤΑΦΙΣ: [897, 1378, 1054, 1413]
sub-entente: ΑΙ ΑΠΟΨΕΙΣ ΤΗΣ ΑΝΤΑΝΤ: [1372, 407, 1574, 423]
galicia-c2-2: ΡΩΜΗ, Πέμπτη, πρωΐα. Τηλεγραφοῦν ἐκ Βουκουρεστίου, ὅτι ἡ Βουλγαρία ἔκλεισε τὰ σύνορα τῆς πρὸς τὴν Ρουμανίαν. Τὸ μέτρον τοῦτο θεωρεῖται ἀποτέλεσμα τῶν ἐπιτυχιῶν τοῦ Ρωσσικοῦ στρατοῦ. Εἰς Σόφιαν ἐπικρατεῖ μεγάλη ἀνησυχία.: [1354, 1450, 1592, 1582]
galicia-sub2: ΤΑΡΑΧΑΙ ΕΙΣ ΑΛΣΑΤΙΑΝ: [1132, 1737, 1317, 1752]
papa-text: Ἐν αὐτῷ παρασκευάζονται τελείως οἱ Ὑποψήφιοι διὰ τὴν Σχολὴν τῶν Ναυτικῶν Δοκίμων, τὴν Στρατιωτικὴν Σχολὴν τῶν Εὐελπίδων καὶ τὸ Πολυτεχνεῖον.: [120, 1534, 363, 1617]
center-sub-romanian-troops: ΤΑ ΡΟΥΜΑΝΙΚΑ ΣΤΡΑΤΕΥΜΑΤΑ ΔΕΝ ΑΠΕΣΥΡΘΗΣΑΝ ΕΚ ΤΩΝ ΣΥΝΟΡΩΝ: [641, 2015, 827, 2080]
headline-russians-repulsed: ΟΙ ΡΩΣΣΟΙ ΑΠΟΚΡΟΥΟΥΝΤΑΙ: [1105, 871, 1592, 906]
sofi-note: (Πληροφορίαι ἐν Πειραιεῖ Αἰσθητὸς Μιαούλη 10).: [132, 1881, 351, 1912]
blockade-p1: Ἡ περὶ τῆς μεσημβρίαν τῆς χθὲς συγκροτηθεῖσα μακρὰ σύσκεψις τῶν ἐντεταλμένων παρὰ τῶν τῆς Ἀντάντ ἐν τῇ Ἀγγλικῇ πρεσβείᾳ κατέληξεν εἰς μίαν ἀπόφασιν, τὴν ὁποίαν ὅμως δὲν ἐγνώσθη εἰσέτι.: [1105, 335, 1344, 434]
center-sub-attache: Ο ΝΕΟΣ ΣΤΡΑΤΙΩΤΙΚΟΣ ΑΚΟΛΟΥΘΟΣ ΤΗΣ ΓΑΛΛΙΑΣ ΕΝ ΑΘΗΝΑΙΣ: [872, 1231, 1079, 1280]
center-b4: ΛΟΝΔΙΝΟΝ, 1 Ἰουνίου. (Α. Π.) — Τὸ Κολωνιακὸν ἀνακοινωθὲν ἀναφέρει ὅτι ἀφ’ ὅτου ἐκ νέου ἤρχισαν αἱ ἐπιχειρήσεις, αἱ ἀγγλικαὶ δυνάμεις ἐπέτυχον νὰ προωθηθοῦν 180 γυαρδῶν. Ὁ ἐχθρὸς ἀπώλεσε πολλοὺς αἰχμαλώτους. Οἱ Ἄγγλοι κατέλαβον ἐπίσης 13 καὶ 12 πολυβόλα ἐντὸς τῶν κατεχομένων χαρακωμάτων.: [618, 1828, 850, 2009]
center-sub-socialists: ΠΡΟΚΗΡΥΞΕΙΣ ΤΩΝ ΙΤΑΛΩΝ ΣΟΣΙΑΛΙΣΤΩΝ: [623, 1297, 845, 1330]
morning-col-c: [860, 342, 1091, 1099]
banner-morning: 5η ΠΡΩΪΝΗ: [516, 136, 953, 212]
galicia-g1: ΡΩΜΗ, Πέμπτη, πρωΐα. — Ἡ «Ἠχὼ τῶν Παρισίων» πληροφορεῖται ἐκ Πετρουπόλεως, ὅτι οἱ Ρῶσσοι ἔφθασαν εἰς πλησίον τῆς Λεοπόλεως καὶ ὅτι μεγάλη μάχη ἐπίκειται ἐκεῖ. Τὰ Ρωσσικὰ στρατεύματα προελαύνουν ὑπὸ βαρὺ πῦρ τοῦ πυροβολικοῦ.: [1105, 1376, 1344, 1524]
morning-harvest: ΠΕΤΡΟΥΠΟΛΙΣ, 1 Ἰουνίου. (Α. Π.) Κατὰ τὰς πληροφορίας τοῦ ὑπουργείου τῆς Γεωργίας ἡ κατάστασις τῶν σιτηρῶν εἶναι κατὰ τὸ ἔτος τοῦτο λίαν καλή.: [860, 738, 1091, 820]
headline-gal-dispatch: ΙΔΙΑΙΤΕΡΟΝ ΤΗΛΕΓΡΑΦΗΜΑ ΤΟΥ ΣΥΝΤΑΚΤΟΥ ΜΑΣ: [1105, 1351, 1592, 1370]
banner-second-edition: ΔΕΥΤΕΡΑ ΕΚΔΟΣΙΣ: [1105, 138, 1592, 260]
morning-p1: ΛΟΝΔΙΝΟΝ, Πέμπτη, πρωΐ. Τηλεγραφοῦσιν ἐκ Κοπεγχάγης ὅτι τοῦ στρατιωτικοὶ κύκλοι τοῦ Βερολίνου ἀνησυχοῦν σοβαρῶς ἡ κατάστασις τοῦ Αὐστριακοῦ στρατοῦ ἐν Γαλικία. Ἡ μεγάλη πίεσις τῶν Ρωσσικῶν στρατευμάτων κατὰ τῶν Αὐστριακῶν καθιστᾷ λίαν δυσχερῆ τὴν θέσιν καὶ τῶν Γερμανικῶν στρατευμάτων.: [377, 342, 608, 523]
hotel-title1: ΜΕΓΑ ΞΕΝΟΔΟΧΕΙΟΝ: [143, 1927, 340, 1947]
headline-dispatches: ΙΔΙΑΙΤΕΡΑ ΤΗΛΕΓΡΑΦΗΜΑΤΑ ΤΟΥ ΣΥΝΤΑΚΤΟΥ ΜΑΣ: [377, 315, 1091, 336]
center-sub-german-press: ΤΑ ΓΕΡΜΑΝΙΚΑ ΦΥΛΛΑ ΔΙΑ ΤΗΝ ΠΟΛΙΤΙΚΗΝ ΚΡΙΣΙΝ ΕΝ ΙΤΑΛΙΑ: [381, 1569, 604, 1618]
symm-title: Ο ΣΥΜΜΑΧΙΚΟΣ ΣΤΡΑΤΟΣ: [869, 1899, 1082, 1917]
papa-text2: Γίνονται δεκτοὶ καὶ ἐπίκουροι διὰ τὴν Μάθησιν αὐτοῦ. Ἡ διδασκαλία διεξάγεται καὶ δι’ ἀλληλογραφίας.: [120, 1623, 363, 1672]
russian-columns: [1105, 940, 1592, 1226]
right-column: [1105, 138, 1592, 2242]
blockade-p4: Φαίνεται δὲ ὅτι οὗτε καὶ σήμερον θὰ προβοῦν εἰς σχετικὴν διάβημα, ἀφοῦ, ὡς ἐγνώσθη, οἱ κ.κ. πρεσβευταὶ ἀνεχώρησαν χθὲς ἐκ Πειραιῶς εἰς Σούνιον.: [1105, 665, 1344, 748]
calendar-title: ΗΜΕΡΟΛΟΓΙΟΝ: [120, 138, 363, 179]
russian-p2: Ἰταλικὸν θέατρον τοῦ πολέμου. — Εἰς τὸ μεταξὺ τοῦ Ἀδίγου καὶ τῆς Βρέντας ὀροπέδιον αἱ ἡμέτεραι δυνάμεις ἐπέτυχον νὰ προωθηθοῦν, ὅπου ἐχθρικαὶ δυνάμεις ἀπεκρούσθησαν. Νοτιοδυτικῶς τοῦ Ἀρσιέρο ἐξακολουθεῖ ἡ ἐπίθεσις, καὶ ἡ ἄμυνα τῶν Ἰταλῶν ὑπερηχύνθη μετὰ κρατερῶν ἀγώνων.: [1354, 939, 1592, 1103]
center-b3: ΡΩΜΗ, 1 Ἰουνίου. — Ὁ κ. Μπόζελλι ἀνέλαβεν νὰ σχηματίσῃ τὸ νέον ὑπουργεῖον. Εἰς αὐτὸ θὰ συμμετάσχουν ἀντιπρόσωποι ὅλων τῶν κομμάτων πλὴν τῶν σοσιαλιστῶν. Πιθανοὶ ὑπουργοὶ ἀναφέρονται ὁ Σονίνο, ὁ Ὀρλάνδο, ὁ Μπισσολάτι, ὁ Κάρκανο καὶ ὁ Μορόνε. Ἡ «Γαζέττα» γράφει ὅτι ἡ νέα κυβέρνησις θὰ εἶναι ἐθνική.: [618, 1605, 850, 1802]
